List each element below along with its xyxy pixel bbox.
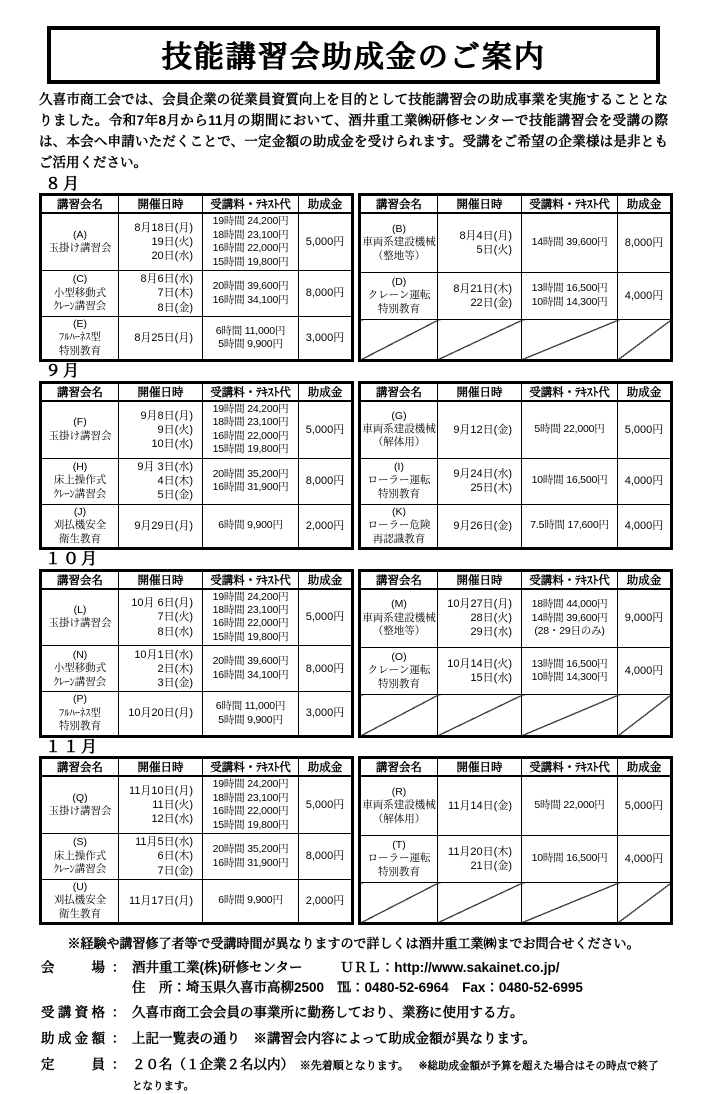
subsidy-cell: 8,000円 <box>299 646 353 692</box>
course-row <box>41 317 353 361</box>
dates-cell: 8月25日(月) <box>119 317 203 361</box>
column-header: 講習会名 <box>41 758 119 777</box>
course-name-cell: (K) ローラー危険 再認識教育 <box>360 504 438 548</box>
dates-cell: 10月20日(月) <box>119 692 203 736</box>
dates-cell: 8月21日(木) 22日(金) <box>438 272 522 319</box>
fees-cell: 20時間 39,600円 16時間 34,100円 <box>203 646 299 692</box>
subsidy-cell: 5,000円 <box>618 401 672 458</box>
column-header: 講習会名 <box>360 758 438 777</box>
course-row <box>41 646 353 692</box>
month-tables <box>39 756 668 925</box>
course-name-cell: (E) ﾌﾙﾊｰﾈｽ型 特別教育 <box>41 317 119 361</box>
empty-cell <box>522 883 618 924</box>
fees-cell: 10時間 16,500円 <box>522 835 618 882</box>
dates-cell: 11月20日(木) 21日(金) <box>438 835 522 882</box>
qualification-colon: ： <box>111 1005 126 1021</box>
empty-cell <box>618 695 672 736</box>
fees-cell: 14時間 39,600円 <box>522 213 618 272</box>
empty-cell <box>360 320 438 361</box>
tables-footnote: ※経験や講習修了者等で受講時間が異なりますので詳しくは酒井重工業㈱までお問合せください。 <box>67 936 640 952</box>
subsidy-cell: 5,000円 <box>299 213 353 270</box>
empty-cell <box>618 883 672 924</box>
fees-cell: 19時間 24,200円 18時間 23,100円 16時間 22,000円 15時間 19,800円 <box>203 776 299 833</box>
course-row <box>41 589 353 646</box>
column-header: 受講料・ﾃｷｽﾄ代 <box>522 570 618 589</box>
empty-cell <box>438 320 522 361</box>
course-row <box>41 271 353 317</box>
dates-cell: 11月5日(水) 6日(木) 7日(金) <box>119 834 203 880</box>
course-row <box>41 458 353 504</box>
column-header: 助成金 <box>618 570 672 589</box>
column-header: 助成金 <box>618 758 672 777</box>
month-label: １１月 <box>45 738 100 756</box>
column-header: 講習会名 <box>360 570 438 589</box>
column-header: 助成金 <box>618 382 672 401</box>
empty-cell <box>522 320 618 361</box>
empty-cell <box>438 695 522 736</box>
header-row <box>41 195 353 214</box>
column-header: 受講料・ﾃｷｽﾄ代 <box>203 758 299 777</box>
header-row <box>360 195 672 214</box>
capacity-label: 定員 <box>41 1056 105 1072</box>
dates-cell: 8月18日(月) 19日(火) 20日(水) <box>119 213 203 270</box>
fees-cell: 20時間 39,600円 16時間 34,100円 <box>203 271 299 317</box>
capacity-row <box>41 1055 668 1094</box>
course-name-cell: (I) ローラー運転 特別教育 <box>360 458 438 504</box>
course-name-cell: (S) 床上操作式 ｸﾚｰﾝ講習会 <box>41 834 119 880</box>
dates-cell: 9月29日(月) <box>119 504 203 548</box>
subsidy-cell: 9,000円 <box>618 589 672 648</box>
column-header: 開催日時 <box>119 570 203 589</box>
column-header: 受講料・ﾃｷｽﾄ代 <box>522 382 618 401</box>
subsidy-cell: 4,000円 <box>618 647 672 694</box>
venue-name: 酒井重工業(株)研修センター <box>132 960 303 976</box>
subsidy-cell: 5,000円 <box>299 401 353 458</box>
dates-cell: 10月 6日(月) 7日(火) 8日(水) <box>119 589 203 646</box>
column-header: 講習会名 <box>41 382 119 401</box>
column-header: 講習会名 <box>41 195 119 214</box>
fees-cell: 5時間 22,000円 <box>522 401 618 458</box>
dates-cell: 9月8日(月) 9日(火) 10日(水) <box>119 401 203 458</box>
empty-row <box>360 695 672 736</box>
header-row <box>41 382 353 401</box>
capacity-colon: ： <box>111 1056 126 1072</box>
qualification-row <box>41 1003 668 1023</box>
course-row <box>360 458 672 504</box>
column-header: 助成金 <box>299 758 353 777</box>
fees-cell: 5時間 22,000円 <box>522 776 618 835</box>
dates-cell: 11月17日(月) <box>119 880 203 924</box>
course-table-right <box>358 381 673 550</box>
subsidy-cell: 5,000円 <box>618 776 672 835</box>
page-title: 技能講習会助成金のご案内 <box>161 41 546 74</box>
course-table-left <box>39 381 354 550</box>
column-header: 助成金 <box>299 382 353 401</box>
month-section-3 <box>39 551 668 738</box>
venue-label: 会場 <box>41 960 105 976</box>
amount-text: 上記一覧表の通り ※講習会内容によって助成金額が異なります。 <box>132 1031 536 1046</box>
course-name-cell: (D) クレーン運転 特別教育 <box>360 272 438 319</box>
dates-cell: 9月26日(金) <box>438 504 522 548</box>
month-section-2 <box>39 363 668 550</box>
capacity-text: ２０名（１企業２名以内） <box>132 1056 294 1072</box>
dates-cell: 10月14日(火) 15日(水) <box>438 647 522 694</box>
fees-cell: 20時間 35,200円 16時間 31,900円 <box>203 834 299 880</box>
empty-cell <box>438 883 522 924</box>
subsidy-cell: 5,000円 <box>299 589 353 646</box>
footer-info <box>41 958 668 1094</box>
intro-text: 久喜市商工会では、会員企業の従業員資質向上を目的として技能講習会の助成事業を実施することとなりました。令和7年8月から11月の期間において、酒井重工業㈱研修センターで技能講習会を受講の際は、本会へ申請いただくことで、一定金額の助成金を受けられます。受講をご希望の企業様は是非ともご活用ください。 <box>39 92 668 170</box>
amount-label: 助成金額 <box>41 1031 105 1046</box>
fees-cell: 10時間 16,500円 <box>522 458 618 504</box>
subsidy-cell: 8,000円 <box>299 271 353 317</box>
month-label: ８月 <box>45 175 82 193</box>
course-row <box>360 589 672 648</box>
fees-cell: 18時間 44,000円 14時間 39,600円 (28・29日のみ) <box>522 589 618 648</box>
months-container <box>39 176 668 926</box>
venue-content <box>132 958 668 997</box>
column-header: 受講料・ﾃｷｽﾄ代 <box>203 570 299 589</box>
header-row <box>360 758 672 777</box>
subsidy-cell: 3,000円 <box>299 692 353 736</box>
header-row <box>360 382 672 401</box>
course-table-left <box>39 193 354 362</box>
subsidy-cell: 2,000円 <box>299 880 353 924</box>
dates-cell: 10月27日(月) 28日(火) 29日(水) <box>438 589 522 648</box>
header-row <box>41 570 353 589</box>
course-table-left <box>39 756 354 925</box>
empty-cell <box>618 320 672 361</box>
dates-cell: 9月 3日(水) 4日(木) 5日(金) <box>119 458 203 504</box>
column-header: 開催日時 <box>438 195 522 214</box>
course-name-cell: (M) 車両系建設機械 （整地等） <box>360 589 438 648</box>
venue-url: ＵＲＬ：http://www.sakainet.co.jp/ <box>340 960 560 976</box>
subsidy-cell: 2,000円 <box>299 504 353 548</box>
empty-row <box>360 320 672 361</box>
course-row <box>41 401 353 458</box>
column-header: 助成金 <box>299 195 353 214</box>
venue-line <box>132 958 668 978</box>
empty-row <box>360 883 672 924</box>
capacity-content <box>132 1055 668 1094</box>
amount-row <box>41 1029 668 1049</box>
column-header: 開催日時 <box>438 570 522 589</box>
dates-cell: 10月1日(水) 2日(木) 3日(金) <box>119 646 203 692</box>
column-header: 講習会名 <box>360 382 438 401</box>
capacity-note-1: ※先着順となります。 <box>299 1059 409 1072</box>
month-section-1 <box>39 176 668 363</box>
column-header: 受講料・ﾃｷｽﾄ代 <box>522 758 618 777</box>
column-header: 受講料・ﾃｷｽﾄ代 <box>203 382 299 401</box>
course-row <box>360 835 672 882</box>
dates-cell: 8月6日(水) 7日(木) 8日(金) <box>119 271 203 317</box>
course-row <box>360 647 672 694</box>
empty-cell <box>360 883 438 924</box>
course-name-cell: (L) 玉掛け講習会 <box>41 589 119 646</box>
header-row <box>41 758 353 777</box>
fees-cell: 13時間 16,500円 10時間 14,300円 <box>522 647 618 694</box>
qualification-text: 久喜市商工会会員の事業所に勤務しており、業務に使用する方。 <box>132 1005 524 1021</box>
month-label: １０月 <box>45 551 100 568</box>
column-header: 助成金 <box>618 195 672 214</box>
course-name-cell: (B) 車両系建設機械 （整地等） <box>360 213 438 272</box>
month-section-4 <box>39 739 668 926</box>
course-row <box>360 213 672 272</box>
column-header: 助成金 <box>299 570 353 589</box>
dates-cell: 9月24日(水) 25日(木) <box>438 458 522 504</box>
course-name-cell: (Q) 玉掛け講習会 <box>41 776 119 833</box>
qualification-label: 受講資格 <box>41 1005 105 1021</box>
fees-cell: 7.5時間 17,600円 <box>522 504 618 548</box>
dates-cell: 8月4日(月) 5日(火) <box>438 213 522 272</box>
course-name-cell: (G) 車両系建設機械 （解体用） <box>360 401 438 458</box>
course-row <box>41 880 353 924</box>
month-tables <box>39 193 668 362</box>
subsidy-cell: 3,000円 <box>299 317 353 361</box>
dates-cell: 9月12日(金) <box>438 401 522 458</box>
course-name-cell: (J) 刈払機安全 衛生教育 <box>41 504 119 548</box>
venue-row <box>41 958 668 997</box>
subsidy-cell: 4,000円 <box>618 272 672 319</box>
course-name-cell: (N) 小型移動式 ｸﾚｰﾝ講習会 <box>41 646 119 692</box>
course-row <box>41 692 353 736</box>
course-row <box>360 272 672 319</box>
column-header: 講習会名 <box>41 570 119 589</box>
subsidy-cell: 8,000円 <box>299 834 353 880</box>
fees-cell: 6時間 11,000円 5時間 9,900円 <box>203 317 299 361</box>
column-header: 開催日時 <box>438 758 522 777</box>
course-table-left <box>39 569 354 738</box>
course-name-cell: (A) 玉掛け講習会 <box>41 213 119 270</box>
capacity-note-2: ※総助成金額が予算を超えた場合はその時点で終了となります。 <box>132 1059 659 1092</box>
amount-colon: ： <box>111 1031 126 1046</box>
subsidy-cell: 4,000円 <box>618 504 672 548</box>
course-name-cell: (U) 刈払機安全 衛生教育 <box>41 880 119 924</box>
course-name-cell: (R) 車両系建設機械 （解体用） <box>360 776 438 835</box>
column-header: 受講料・ﾃｷｽﾄ代 <box>203 195 299 214</box>
venue-colon: ： <box>111 960 126 976</box>
subsidy-cell: 8,000円 <box>618 213 672 272</box>
fees-cell: 13時間 16,500円 10時間 14,300円 <box>522 272 618 319</box>
fees-cell: 19時間 24,200円 18時間 23,100円 16時間 22,000円 15時間 19,800円 <box>203 589 299 646</box>
column-header: 講習会名 <box>360 195 438 214</box>
fees-cell: 20時間 35,200円 16時間 31,900円 <box>203 458 299 504</box>
fees-cell: 6時間 9,900円 <box>203 504 299 548</box>
course-row <box>41 213 353 270</box>
month-tables <box>39 569 668 738</box>
fees-cell: 19時間 24,200円 18時間 23,100円 16時間 22,000円 15時間 19,800円 <box>203 401 299 458</box>
course-name-cell: (P) ﾌﾙﾊｰﾈｽ型 特別教育 <box>41 692 119 736</box>
course-name-cell: (C) 小型移動式 ｸﾚｰﾝ講習会 <box>41 271 119 317</box>
subsidy-cell: 8,000円 <box>299 458 353 504</box>
title-box <box>47 26 660 84</box>
course-row <box>41 776 353 833</box>
course-row <box>360 776 672 835</box>
dates-cell: 11月10日(月) 11日(火) 12日(水) <box>119 776 203 833</box>
course-name-cell: (T) ローラー運転 特別教育 <box>360 835 438 882</box>
course-row <box>41 504 353 548</box>
month-tables <box>39 381 668 550</box>
course-table-right <box>358 756 673 925</box>
subsidy-cell: 4,000円 <box>618 458 672 504</box>
column-header: 受講料・ﾃｷｽﾄ代 <box>522 195 618 214</box>
course-name-cell: (F) 玉掛け講習会 <box>41 401 119 458</box>
course-name-cell: (H) 床上操作式 ｸﾚｰﾝ講習会 <box>41 458 119 504</box>
fees-cell: 6時間 11,000円 5時間 9,900円 <box>203 692 299 736</box>
course-row <box>41 834 353 880</box>
column-header: 開催日時 <box>438 382 522 401</box>
column-header: 開催日時 <box>119 758 203 777</box>
fees-cell: 19時間 24,200円 18時間 23,100円 16時間 22,000円 15時間 19,800円 <box>203 213 299 270</box>
empty-cell <box>522 695 618 736</box>
fees-cell: 6時間 9,900円 <box>203 880 299 924</box>
dates-cell: 11月14日(金) <box>438 776 522 835</box>
month-label: ９月 <box>45 363 82 381</box>
header-row <box>360 570 672 589</box>
course-table-right <box>358 193 673 362</box>
subsidy-cell: 5,000円 <box>299 776 353 833</box>
course-table-right <box>358 569 673 738</box>
course-name-cell: (O) クレーン運転 特別教育 <box>360 647 438 694</box>
course-row <box>360 504 672 548</box>
course-row <box>360 401 672 458</box>
venue-address: 住 所：埼玉県久喜市高柳2500 ℡：0480-52-6964 Fax：0480-52-6995 <box>132 979 583 995</box>
subsidy-cell: 4,000円 <box>618 835 672 882</box>
column-header: 開催日時 <box>119 195 203 214</box>
empty-cell <box>360 695 438 736</box>
column-header: 開催日時 <box>119 382 203 401</box>
